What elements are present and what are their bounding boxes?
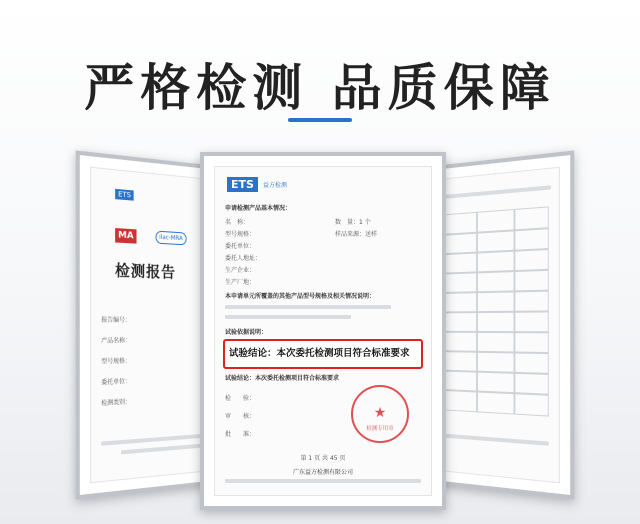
right-table-col (513, 209, 515, 415)
sign-approver: 批 准： (225, 431, 256, 438)
page-label: 第 1 页 共 45 页 (300, 455, 346, 462)
report-title: 检测报告 (115, 261, 176, 282)
conclusion-box: 试验结论：本次委托检测项目符合标准要求 (223, 339, 423, 369)
section-basis: 试验依据说明： (225, 329, 268, 336)
right-table-col (476, 212, 478, 413)
center-certificate-frame (200, 152, 446, 510)
field-factory: 生产厂地： (225, 279, 256, 286)
right-footer-line (432, 433, 549, 446)
field-model: 型号规格： (225, 231, 256, 238)
left-field: 委托单位： (101, 378, 131, 387)
left-field: 报告编号： (101, 316, 131, 324)
ma-logo: MA (115, 228, 136, 244)
center-certificate-page (214, 166, 432, 496)
stamp-star-icon: ★ (373, 405, 387, 421)
placeholder-line (225, 305, 391, 309)
footer-company: 广东益方检测有限公司 (292, 469, 353, 476)
right-header-line (430, 185, 551, 200)
footer-line (225, 479, 421, 483)
field-client: 委托单位： (225, 243, 256, 250)
placeholder-line (225, 315, 351, 319)
left-brand-logo: ETS (115, 189, 134, 201)
section-check: 本申请单元所覆盖的其他产品型号规格及相关情况说明： (225, 293, 376, 300)
headline-underline (288, 118, 352, 122)
sign-reviewer: 审 核： (225, 413, 256, 420)
field-name: 名 称： (225, 219, 250, 226)
sign-tester: 检 验： (225, 395, 256, 402)
field-manufacturer: 生产企业： (225, 267, 256, 274)
field-address: 委托人地址： (225, 255, 262, 262)
ets-logo: ETS (227, 177, 258, 192)
red-stamp: ★ 检测专用章 (351, 385, 409, 443)
field-qty: 数 量：1 个 (335, 219, 371, 226)
page-headline: 严格检测 品质保障 (84, 59, 556, 117)
ilac-logo: ilac-MRA (155, 231, 186, 246)
left-field: 型号规格： (101, 357, 131, 366)
section-product: 申请检测产品基本情况： (225, 205, 292, 212)
section-result: 试验结论：本次委托检测项目符合标准要求 (225, 375, 340, 382)
left-field: 产品名称： (101, 337, 131, 345)
ets-logo-sub: 益方检测 (263, 182, 288, 189)
field-sample-source: 样品来源：送样 (335, 231, 378, 238)
left-footer-line (121, 444, 201, 455)
left-field: 检测类别： (101, 398, 131, 408)
